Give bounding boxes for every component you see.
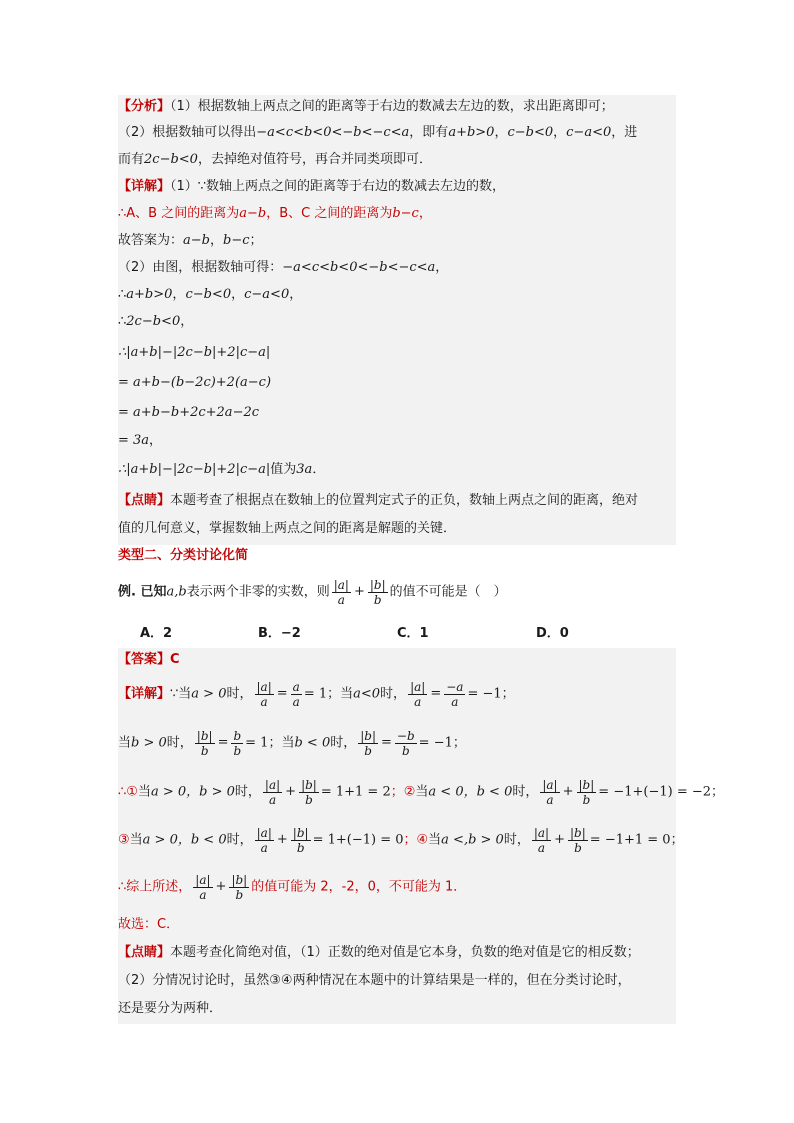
frac-abs-b-over-b: $\frac{|b|}{b}$	[369, 577, 386, 607]
comment1-line-1: 【点睛】本题考查了根据点在数轴上的位置判定式子的正负，数轴上两点之间的距离，绝对	[118, 493, 639, 508]
detail1-line-8: = a+b−(b−2c)+2(a−c)	[118, 375, 272, 390]
detail1-line-5: ∴a+b>0，c−b<0，c−a<0，	[118, 287, 303, 302]
detail2-line-e: ∴综上所述， $\frac{|a|}{a}$ + $\frac{|b|}{b}$ 的值可能为 2，-2，0，不可能为 1．	[118, 872, 467, 902]
detail2-line-b: 当b > 0时， $\frac{|b|}{b}$ = $\frac{b}{b}$ = 1；当b < 0时， $\frac{|b|}{b}$ = $\frac{-b}{b}$ = −1；	[118, 728, 466, 758]
option-a: A．2	[140, 626, 173, 641]
comment1-tag: 【点睛】	[118, 493, 171, 508]
detail1-line-11: ∴|a+b|−|2c−b|+2|c−a|值为3a．	[118, 462, 326, 477]
detail1-tag: 【详解】	[118, 179, 171, 194]
detail1-line-2: ∴A、B 之间的距离为a−b，B、C 之间的距离为b−c，	[118, 206, 432, 221]
option-b: B．−2	[258, 626, 301, 641]
option-c: C．1	[397, 626, 429, 641]
analysis-line-2: （2）根据数轴可以得出−a<c<b<0<−b<−c<a，即有a+b>0，c−b<0，c−a<0，进	[118, 125, 638, 140]
example-line: 例. 已知a,b表示两个非零的实数，则 $\frac{|a|}{a}$ + $\frac{|b|}{b}$ 的值不可能是（ ）	[118, 577, 507, 607]
comment2-tag: 【点睛】	[118, 945, 171, 960]
comment1-line-2: 值的几何意义，掌握数轴上两点之间的距离是解题的关键．	[118, 521, 457, 536]
detail1-line-7: ∴|a+b|−|2c−b|+2|c−a|	[118, 345, 271, 360]
frac-abs-a-over-a: $\frac{|a|}{a}$	[333, 577, 349, 607]
detail2-line-a: 【详解】∵当a > 0时， $\frac{|a|}{a}$ = $\frac{a}{a}$ = 1；当a<0时， $\frac{|a|}{a}$ = $\frac{-a}{a}$ = −1；	[118, 679, 515, 709]
analysis-line-3: 而有2c−b<0，去掉绝对值符号，再合并同类项即可．	[118, 152, 432, 167]
section-title: 类型二、分类讨论化简	[118, 548, 249, 563]
detail1-line-4: （2）由图，根据数轴可得：−a<c<b<0<−b<−c<a，	[118, 260, 449, 275]
detail1-line-1: 【详解】（1）∵数轴上两点之间的距离等于右边的数减去左边的数，	[118, 179, 506, 194]
detail1-line-3: 故答案为：a−b，b−c；	[118, 233, 263, 248]
detail1-line-6: ∴2c−b<0，	[118, 314, 194, 329]
detail1-line-9: = a+b−b+2c+2a−2c	[118, 405, 260, 420]
detail1-line-10: = 3a，	[118, 433, 163, 448]
comment2-line-2: （2）分情况讨论时，虽然③④两种情况在本题中的计算结果是一样的，但在分类讨论时，	[118, 973, 631, 988]
detail2-line-d: ③当a > 0，b < 0时， $\frac{|a|}{a}$ + $\frac{|b|}{b}$ = 1+(−1) = 0；④当a <,b > 0时， $\frac{|a|}{a}$ + $\frac{|b|}{b}$ = −1+1 = 0；	[118, 825, 684, 855]
analysis-line-1: 【分析】（1）根据数轴上两点之间的距离等于右边的数减去左边的数，求出距离即可；	[118, 99, 614, 114]
comment2-line-1: 【点睛】本题考查化简绝对值，（1）正数的绝对值是它本身，负数的绝对值是它的相反数；	[118, 945, 640, 960]
answer-line: 【答案】C	[118, 652, 180, 667]
detail2-line-c: ∴①当a > 0，b > 0时， $\frac{|a|}{a}$ + $\frac{|b|}{b}$ = 1+1 = 2；②当a < 0，b < 0时， $\frac{|a|}{a}$ + $\frac{|b|}{b}$ = −1+(−1) = −2；	[118, 777, 725, 807]
comment2-line-3: 还是要分为两种．	[118, 1001, 223, 1016]
option-d: D．0	[536, 626, 569, 641]
detail2-line-f: 故选：C．	[118, 917, 180, 932]
analysis-tag: 【分析】	[118, 99, 171, 114]
